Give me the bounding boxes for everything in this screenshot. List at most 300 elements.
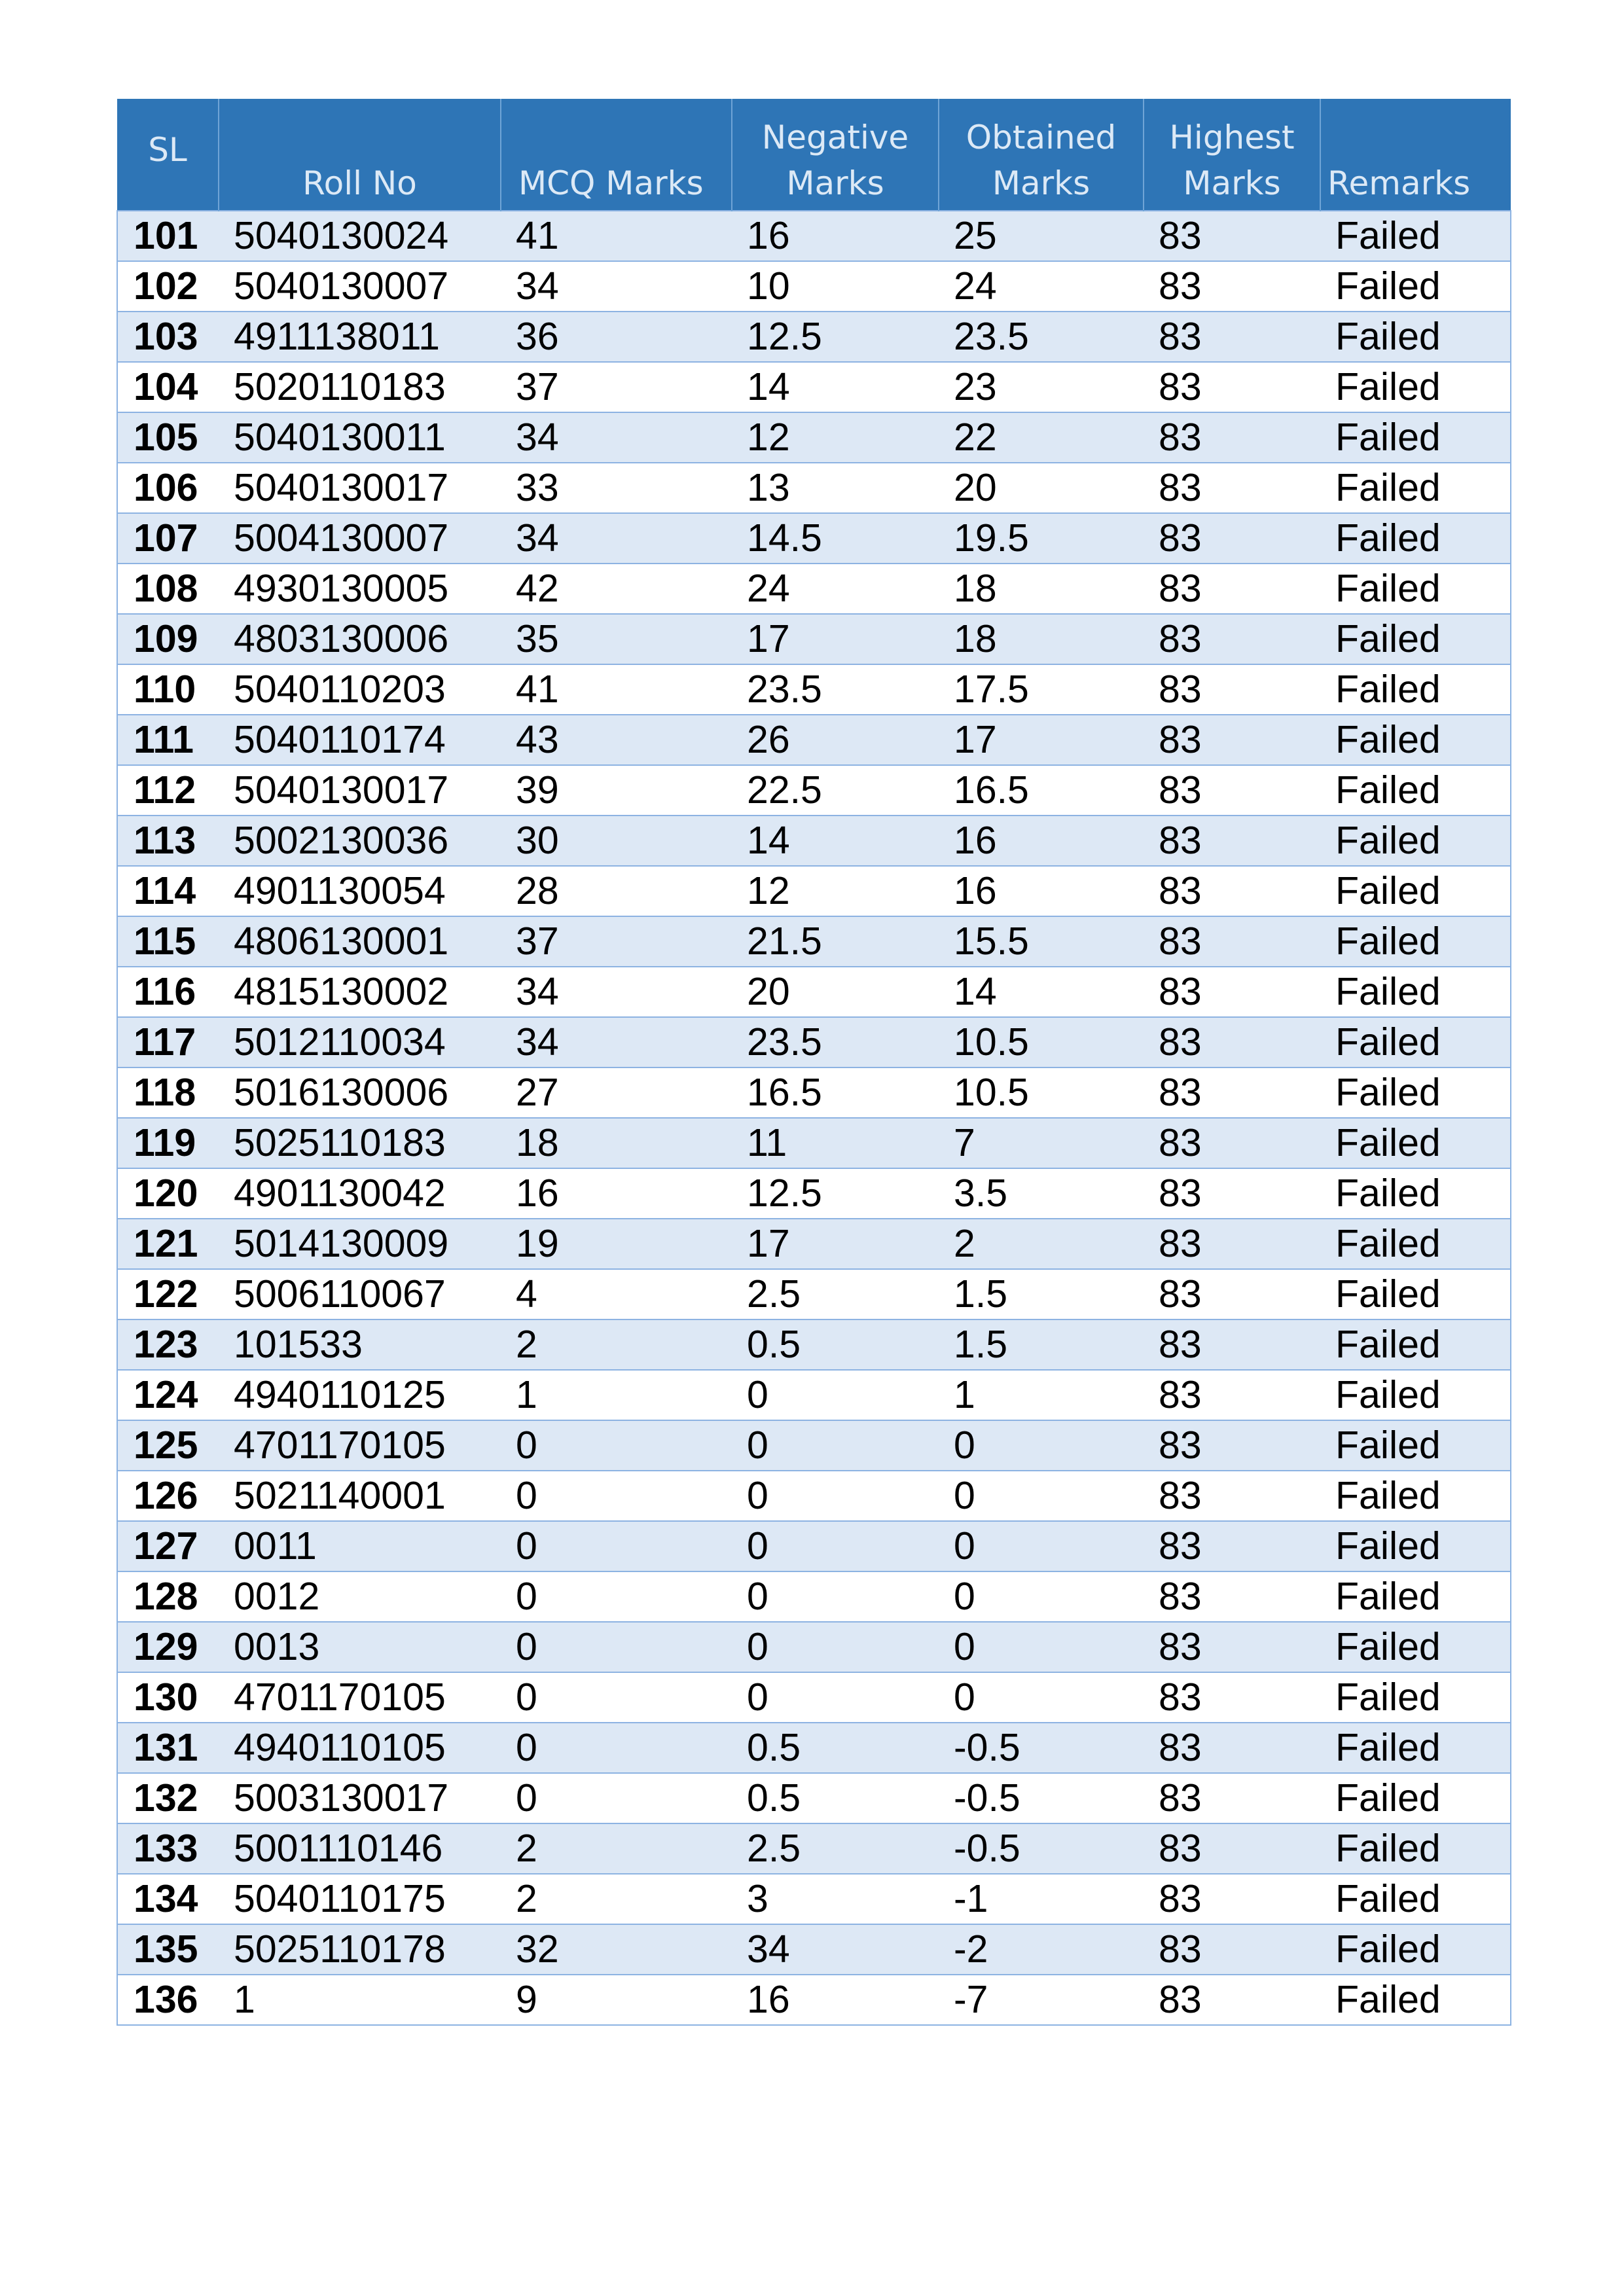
mcq-marks-cell: 34: [501, 513, 732, 564]
table-row: [117, 1924, 1511, 1975]
table-row: [117, 1219, 1511, 1269]
roll-no-cell: 5002130036: [219, 816, 501, 866]
roll-no-cell: 5014130009: [219, 1219, 501, 1269]
sl-cell: 110: [117, 664, 219, 715]
negative-marks-cell: 14.5: [732, 513, 939, 564]
header-obtained-marks-line2: Marks: [992, 164, 1091, 202]
mcq-marks-cell: 37: [501, 362, 732, 412]
table-row: [117, 866, 1511, 916]
table-row: [117, 664, 1511, 715]
negative-marks-cell: 21.5: [732, 916, 939, 967]
obtained-marks-cell: -2: [939, 1924, 1144, 1975]
table-row: [117, 261, 1511, 312]
header-negative-marks-line1: Negative: [761, 118, 909, 156]
remarks-cell: Failed: [1320, 1118, 1511, 1168]
table-row: [117, 1319, 1511, 1370]
negative-marks-cell: 14: [732, 816, 939, 866]
table-row: [117, 1622, 1511, 1672]
table-row: [117, 1571, 1511, 1622]
header-highest-marks-line1: Highest: [1169, 118, 1295, 156]
remarks-cell: Failed: [1320, 1219, 1511, 1269]
highest-marks-cell: 83: [1144, 1370, 1320, 1420]
highest-marks-cell: 83: [1144, 1269, 1320, 1319]
mcq-marks-cell: 0: [501, 1773, 732, 1823]
mcq-marks-cell: 9: [501, 1975, 732, 2025]
highest-marks-cell: 83: [1144, 1420, 1320, 1471]
highest-marks-cell: 83: [1144, 1067, 1320, 1118]
obtained-marks-cell: 16: [939, 816, 1144, 866]
header-negative-marks-line2: Marks: [786, 164, 884, 202]
sl-cell: 130: [117, 1672, 219, 1723]
roll-no-cell: 5025110183: [219, 1118, 501, 1168]
highest-marks-cell: 83: [1144, 614, 1320, 664]
mcq-marks-cell: 0: [501, 1521, 732, 1571]
roll-no-cell: 0012: [219, 1571, 501, 1622]
highest-marks-cell: 83: [1144, 1521, 1320, 1571]
remarks-cell: Failed: [1320, 1823, 1511, 1874]
roll-no-cell: 0011: [219, 1521, 501, 1571]
table-row: [117, 1874, 1511, 1924]
header-roll-no: Roll No: [219, 99, 501, 211]
obtained-marks-cell: -0.5: [939, 1723, 1144, 1773]
highest-marks-cell: 83: [1144, 261, 1320, 312]
sl-cell: 108: [117, 564, 219, 614]
roll-no-cell: 5040130007: [219, 261, 501, 312]
obtained-marks-cell: 17: [939, 715, 1144, 765]
highest-marks-cell: 83: [1144, 1823, 1320, 1874]
mcq-marks-cell: 27: [501, 1067, 732, 1118]
negative-marks-cell: 16.5: [732, 1067, 939, 1118]
table-row: [117, 564, 1511, 614]
remarks-cell: Failed: [1320, 513, 1511, 564]
obtained-marks-cell: 15.5: [939, 916, 1144, 967]
table-row: [117, 1420, 1511, 1471]
sl-cell: 113: [117, 816, 219, 866]
roll-no-cell: 5006110067: [219, 1269, 501, 1319]
negative-marks-cell: 26: [732, 715, 939, 765]
obtained-marks-cell: 18: [939, 614, 1144, 664]
table-row: [117, 1017, 1511, 1067]
roll-no-cell: 5003130017: [219, 1773, 501, 1823]
header-remarks: Remarks: [1320, 99, 1511, 211]
negative-marks-cell: 12: [732, 412, 939, 463]
obtained-marks-cell: 25: [939, 211, 1144, 261]
roll-no-cell: 5040110174: [219, 715, 501, 765]
remarks-cell: Failed: [1320, 261, 1511, 312]
table-row: [117, 362, 1511, 412]
negative-marks-cell: 17: [732, 1219, 939, 1269]
negative-marks-cell: 17: [732, 614, 939, 664]
negative-marks-cell: 11: [732, 1118, 939, 1168]
remarks-cell: Failed: [1320, 967, 1511, 1017]
highest-marks-cell: 83: [1144, 211, 1320, 261]
mcq-marks-cell: 0: [501, 1571, 732, 1622]
mcq-marks-cell: 0: [501, 1723, 732, 1773]
highest-marks-cell: 83: [1144, 664, 1320, 715]
roll-no-cell: 5040110175: [219, 1874, 501, 1924]
highest-marks-cell: 83: [1144, 1924, 1320, 1975]
header-row: [117, 99, 1511, 211]
mcq-marks-cell: 35: [501, 614, 732, 664]
sl-cell: 129: [117, 1622, 219, 1672]
obtained-marks-cell: -0.5: [939, 1773, 1144, 1823]
remarks-cell: Failed: [1320, 312, 1511, 362]
sl-cell: 121: [117, 1219, 219, 1269]
highest-marks-cell: 83: [1144, 1219, 1320, 1269]
negative-marks-cell: 0: [732, 1622, 939, 1672]
remarks-cell: Failed: [1320, 211, 1511, 261]
highest-marks-cell: 83: [1144, 463, 1320, 513]
sl-cell: 101: [117, 211, 219, 261]
highest-marks-cell: 83: [1144, 1975, 1320, 2025]
table-row: [117, 765, 1511, 816]
mcq-marks-cell: 30: [501, 816, 732, 866]
obtained-marks-cell: 23.5: [939, 312, 1144, 362]
mcq-marks-cell: 34: [501, 261, 732, 312]
table-row: [117, 1773, 1511, 1823]
obtained-marks-cell: 16: [939, 866, 1144, 916]
negative-marks-cell: 0: [732, 1571, 939, 1622]
remarks-cell: Failed: [1320, 866, 1511, 916]
sl-cell: 131: [117, 1723, 219, 1773]
table-body: [117, 211, 1511, 2025]
sl-cell: 135: [117, 1924, 219, 1975]
negative-marks-cell: 12: [732, 866, 939, 916]
sl-cell: 103: [117, 312, 219, 362]
sl-cell: 112: [117, 765, 219, 816]
highest-marks-cell: 83: [1144, 1874, 1320, 1924]
mcq-marks-cell: 42: [501, 564, 732, 614]
obtained-marks-cell: 0: [939, 1622, 1144, 1672]
remarks-cell: Failed: [1320, 362, 1511, 412]
highest-marks-cell: 83: [1144, 1118, 1320, 1168]
header-mcq-marks: MCQ Marks: [501, 99, 732, 211]
obtained-marks-cell: -7: [939, 1975, 1144, 2025]
mcq-marks-cell: 2: [501, 1319, 732, 1370]
negative-marks-cell: 13: [732, 463, 939, 513]
table-row: [117, 1723, 1511, 1773]
obtained-marks-cell: 10.5: [939, 1067, 1144, 1118]
table-row: [117, 1672, 1511, 1723]
highest-marks-cell: 83: [1144, 1723, 1320, 1773]
obtained-marks-cell: 10.5: [939, 1017, 1144, 1067]
header-highest-marks-line2: Marks: [1183, 164, 1281, 202]
highest-marks-cell: 83: [1144, 1319, 1320, 1370]
results-table: [117, 99, 1511, 2026]
sl-cell: 134: [117, 1874, 219, 1924]
table-row: [117, 1823, 1511, 1874]
remarks-cell: Failed: [1320, 1168, 1511, 1219]
sl-cell: 126: [117, 1471, 219, 1521]
table-row: [117, 967, 1511, 1017]
roll-no-cell: 4803130006: [219, 614, 501, 664]
mcq-marks-cell: 1: [501, 1370, 732, 1420]
remarks-cell: Failed: [1320, 1067, 1511, 1118]
mcq-marks-cell: 33: [501, 463, 732, 513]
roll-no-cell: 4911138011: [219, 312, 501, 362]
roll-no-cell: 4901130042: [219, 1168, 501, 1219]
obtained-marks-cell: 24: [939, 261, 1144, 312]
sl-cell: 109: [117, 614, 219, 664]
roll-no-cell: 5025110178: [219, 1924, 501, 1975]
table-row: [117, 1168, 1511, 1219]
remarks-cell: Failed: [1320, 715, 1511, 765]
negative-marks-cell: 0: [732, 1471, 939, 1521]
mcq-marks-cell: 41: [501, 664, 732, 715]
highest-marks-cell: 83: [1144, 1773, 1320, 1823]
roll-no-cell: 5040130011: [219, 412, 501, 463]
mcq-marks-cell: 0: [501, 1622, 732, 1672]
negative-marks-cell: 22.5: [732, 765, 939, 816]
remarks-cell: Failed: [1320, 1471, 1511, 1521]
remarks-cell: Failed: [1320, 1874, 1511, 1924]
highest-marks-cell: 83: [1144, 1622, 1320, 1672]
remarks-cell: Failed: [1320, 1017, 1511, 1067]
highest-marks-cell: 83: [1144, 1168, 1320, 1219]
mcq-marks-cell: 43: [501, 715, 732, 765]
mcq-marks-cell: 16: [501, 1168, 732, 1219]
roll-no-cell: 4701170105: [219, 1672, 501, 1723]
sl-cell: 106: [117, 463, 219, 513]
negative-marks-cell: 0.5: [732, 1723, 939, 1773]
negative-marks-cell: 2.5: [732, 1269, 939, 1319]
highest-marks-cell: 83: [1144, 1471, 1320, 1521]
obtained-marks-cell: 7: [939, 1118, 1144, 1168]
mcq-marks-cell: 39: [501, 765, 732, 816]
mcq-marks-cell: 41: [501, 211, 732, 261]
remarks-cell: Failed: [1320, 463, 1511, 513]
remarks-cell: Failed: [1320, 664, 1511, 715]
negative-marks-cell: 3: [732, 1874, 939, 1924]
negative-marks-cell: 16: [732, 211, 939, 261]
highest-marks-cell: 83: [1144, 916, 1320, 967]
table-row: [117, 614, 1511, 664]
mcq-marks-cell: 32: [501, 1924, 732, 1975]
roll-no-cell: 1: [219, 1975, 501, 2025]
highest-marks-cell: 83: [1144, 715, 1320, 765]
remarks-cell: Failed: [1320, 916, 1511, 967]
sl-cell: 122: [117, 1269, 219, 1319]
obtained-marks-cell: 3.5: [939, 1168, 1144, 1219]
negative-marks-cell: 24: [732, 564, 939, 614]
sl-cell: 115: [117, 916, 219, 967]
roll-no-cell: 0013: [219, 1622, 501, 1672]
negative-marks-cell: 10: [732, 261, 939, 312]
negative-marks-cell: 14: [732, 362, 939, 412]
roll-no-cell: 4815130002: [219, 967, 501, 1017]
roll-no-cell: 4940110125: [219, 1370, 501, 1420]
mcq-marks-cell: 18: [501, 1118, 732, 1168]
sl-cell: 105: [117, 412, 219, 463]
mcq-marks-cell: 2: [501, 1874, 732, 1924]
header-obtained-marks: [939, 99, 1144, 211]
sl-cell: 117: [117, 1017, 219, 1067]
obtained-marks-cell: -0.5: [939, 1823, 1144, 1874]
roll-no-cell: 4806130001: [219, 916, 501, 967]
mcq-marks-cell: 4: [501, 1269, 732, 1319]
table-row: [117, 412, 1511, 463]
obtained-marks-cell: 20: [939, 463, 1144, 513]
obtained-marks-cell: 2: [939, 1219, 1144, 1269]
negative-marks-cell: 0: [732, 1521, 939, 1571]
negative-marks-cell: 0: [732, 1420, 939, 1471]
remarks-cell: Failed: [1320, 564, 1511, 614]
sl-cell: 120: [117, 1168, 219, 1219]
sl-cell: 107: [117, 513, 219, 564]
remarks-cell: Failed: [1320, 765, 1511, 816]
remarks-cell: Failed: [1320, 1773, 1511, 1823]
table-row: [117, 1067, 1511, 1118]
highest-marks-cell: 83: [1144, 1017, 1320, 1067]
remarks-cell: Failed: [1320, 614, 1511, 664]
sl-cell: 116: [117, 967, 219, 1017]
roll-no-cell: 5016130006: [219, 1067, 501, 1118]
roll-no-cell: 5040130024: [219, 211, 501, 261]
roll-no-cell: 4930130005: [219, 564, 501, 614]
negative-marks-cell: 23.5: [732, 1017, 939, 1067]
roll-no-cell: 5040130017: [219, 463, 501, 513]
header-negative-marks: [732, 99, 939, 211]
sl-cell: 132: [117, 1773, 219, 1823]
obtained-marks-cell: 17.5: [939, 664, 1144, 715]
header-obtained-marks-line1: Obtained: [965, 118, 1117, 156]
roll-no-cell: 4940110105: [219, 1723, 501, 1773]
roll-no-cell: 5040110203: [219, 664, 501, 715]
obtained-marks-cell: 18: [939, 564, 1144, 614]
mcq-marks-cell: 34: [501, 1017, 732, 1067]
mcq-marks-cell: 19: [501, 1219, 732, 1269]
roll-no-cell: 5012110034: [219, 1017, 501, 1067]
highest-marks-cell: 83: [1144, 513, 1320, 564]
negative-marks-cell: 12.5: [732, 1168, 939, 1219]
highest-marks-cell: 83: [1144, 362, 1320, 412]
highest-marks-cell: 83: [1144, 564, 1320, 614]
obtained-marks-cell: 0: [939, 1471, 1144, 1521]
table-row: [117, 1521, 1511, 1571]
sl-cell: 125: [117, 1420, 219, 1471]
table-row: [117, 1975, 1511, 2025]
highest-marks-cell: 83: [1144, 816, 1320, 866]
roll-no-cell: 5021140001: [219, 1471, 501, 1521]
obtained-marks-cell: 0: [939, 1521, 1144, 1571]
mcq-marks-cell: 34: [501, 967, 732, 1017]
sl-cell: 124: [117, 1370, 219, 1420]
header-highest-marks: [1144, 99, 1320, 211]
mcq-marks-cell: 0: [501, 1420, 732, 1471]
sl-cell: 119: [117, 1118, 219, 1168]
remarks-cell: Failed: [1320, 1319, 1511, 1370]
remarks-cell: Failed: [1320, 1622, 1511, 1672]
negative-marks-cell: 0.5: [732, 1773, 939, 1823]
negative-marks-cell: 0: [732, 1672, 939, 1723]
negative-marks-cell: 0.5: [732, 1319, 939, 1370]
table-row: [117, 1471, 1511, 1521]
sl-cell: 123: [117, 1319, 219, 1370]
negative-marks-cell: 23.5: [732, 664, 939, 715]
highest-marks-cell: 83: [1144, 1571, 1320, 1622]
obtained-marks-cell: 23: [939, 362, 1144, 412]
obtained-marks-cell: -1: [939, 1874, 1144, 1924]
sl-cell: 111: [117, 715, 219, 765]
table-row: [117, 715, 1511, 765]
obtained-marks-cell: 0: [939, 1672, 1144, 1723]
table-row: [117, 1269, 1511, 1319]
highest-marks-cell: 83: [1144, 1672, 1320, 1723]
roll-no-cell: 5040130017: [219, 765, 501, 816]
obtained-marks-cell: 19.5: [939, 513, 1144, 564]
mcq-marks-cell: 2: [501, 1823, 732, 1874]
obtained-marks-cell: 1.5: [939, 1319, 1144, 1370]
remarks-cell: Failed: [1320, 1975, 1511, 2025]
obtained-marks-cell: 1: [939, 1370, 1144, 1420]
highest-marks-cell: 83: [1144, 412, 1320, 463]
roll-no-cell: 101533: [219, 1319, 501, 1370]
table-row: [117, 1370, 1511, 1420]
sl-cell: 114: [117, 866, 219, 916]
table-row: [117, 1118, 1511, 1168]
remarks-cell: Failed: [1320, 1420, 1511, 1471]
obtained-marks-cell: 14: [939, 967, 1144, 1017]
highest-marks-cell: 83: [1144, 765, 1320, 816]
obtained-marks-cell: 0: [939, 1420, 1144, 1471]
negative-marks-cell: 2.5: [732, 1823, 939, 1874]
sl-cell: 128: [117, 1571, 219, 1622]
sl-cell: 136: [117, 1975, 219, 2025]
mcq-marks-cell: 0: [501, 1672, 732, 1723]
roll-no-cell: 5001110146: [219, 1823, 501, 1874]
roll-no-cell: 4701170105: [219, 1420, 501, 1471]
table-row: [117, 513, 1511, 564]
roll-no-cell: 5020110183: [219, 362, 501, 412]
negative-marks-cell: 20: [732, 967, 939, 1017]
table-row: [117, 211, 1511, 261]
header-sl: SL: [117, 99, 219, 211]
table-row: [117, 312, 1511, 362]
sl-cell: 127: [117, 1521, 219, 1571]
remarks-cell: Failed: [1320, 1269, 1511, 1319]
remarks-cell: Failed: [1320, 816, 1511, 866]
sl-cell: 118: [117, 1067, 219, 1118]
roll-no-cell: 5004130007: [219, 513, 501, 564]
negative-marks-cell: 34: [732, 1924, 939, 1975]
mcq-marks-cell: 34: [501, 412, 732, 463]
obtained-marks-cell: 0: [939, 1571, 1144, 1622]
negative-marks-cell: 0: [732, 1370, 939, 1420]
remarks-cell: Failed: [1320, 1521, 1511, 1571]
roll-no-cell: 4901130054: [219, 866, 501, 916]
remarks-cell: Failed: [1320, 1924, 1511, 1975]
highest-marks-cell: 83: [1144, 312, 1320, 362]
highest-marks-cell: 83: [1144, 866, 1320, 916]
remarks-cell: Failed: [1320, 1672, 1511, 1723]
remarks-cell: Failed: [1320, 412, 1511, 463]
table-row: [117, 916, 1511, 967]
remarks-cell: Failed: [1320, 1571, 1511, 1622]
obtained-marks-cell: 16.5: [939, 765, 1144, 816]
negative-marks-cell: 12.5: [732, 312, 939, 362]
mcq-marks-cell: 37: [501, 916, 732, 967]
remarks-cell: Failed: [1320, 1723, 1511, 1773]
mcq-marks-cell: 28: [501, 866, 732, 916]
table-row: [117, 463, 1511, 513]
mcq-marks-cell: 0: [501, 1471, 732, 1521]
sl-cell: 104: [117, 362, 219, 412]
sl-cell: 133: [117, 1823, 219, 1874]
obtained-marks-cell: 1.5: [939, 1269, 1144, 1319]
remarks-cell: Failed: [1320, 1370, 1511, 1420]
negative-marks-cell: 16: [732, 1975, 939, 2025]
table-row: [117, 816, 1511, 866]
